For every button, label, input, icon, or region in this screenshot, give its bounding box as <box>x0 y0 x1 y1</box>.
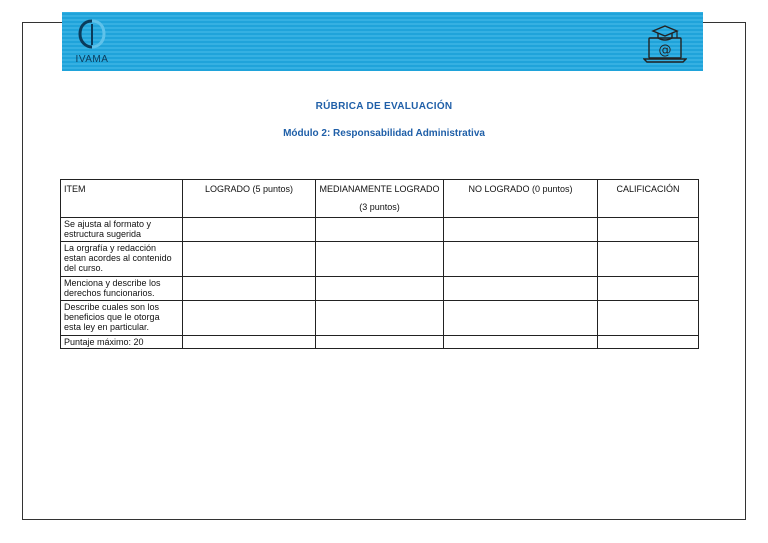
row-item: Puntaje máximo: 20 <box>61 336 183 349</box>
graduation-laptop-icon <box>643 24 687 69</box>
cell-no-logrado <box>444 242 598 277</box>
table-row <box>61 242 699 277</box>
cell-no-logrado <box>444 301 598 336</box>
cell-logrado <box>183 218 316 242</box>
logo-mark-icon <box>76 18 108 52</box>
cell-medianamente <box>316 301 444 336</box>
table-header-row <box>61 180 699 218</box>
cell-no-logrado <box>444 277 598 301</box>
header-medianamente: MEDIANAMENTE LOGRADO (3 puntos) <box>316 180 444 218</box>
table-row <box>61 336 699 349</box>
row-item: Se ajusta al formato y estructura sugerida <box>61 218 183 242</box>
cell-calificacion <box>598 301 699 336</box>
cell-medianamente <box>316 218 444 242</box>
cell-medianamente <box>316 242 444 277</box>
row-item: Menciona y describe los derechos funcionarios. <box>61 277 183 301</box>
document-title: RÚBRICA DE EVALUACIÓN <box>315 101 453 112</box>
table-row <box>61 218 699 242</box>
header-item: ITEM <box>61 180 183 218</box>
header-calificacion: CALIFICACIÓN <box>598 180 699 218</box>
cell-logrado <box>183 277 316 301</box>
cell-calificacion <box>598 336 699 349</box>
cell-calificacion <box>598 242 699 277</box>
cell-medianamente <box>316 336 444 349</box>
table-row <box>61 277 699 301</box>
cell-logrado <box>183 242 316 277</box>
rubric-table <box>60 179 699 349</box>
cell-calificacion <box>598 277 699 301</box>
cell-calificacion <box>598 218 699 242</box>
table-row <box>61 301 699 336</box>
logo-text: IVAMA <box>75 54 109 65</box>
header-no-logrado: NO LOGRADO (0 puntos) <box>444 180 598 218</box>
row-item: La orgrafía y redacción estan acordes al contenido del curso. <box>61 242 183 277</box>
header-logrado: LOGRADO (5 puntos) <box>183 180 316 218</box>
row-item: Describe cuales son los beneficios que le otorga esta ley en particular. <box>61 301 183 336</box>
cell-medianamente <box>316 277 444 301</box>
cell-no-logrado <box>444 218 598 242</box>
document-subtitle: Módulo 2: Responsabilidad Administrativa <box>283 128 485 139</box>
cell-logrado <box>183 301 316 336</box>
svg-text:@: @ <box>658 43 672 58</box>
ivama-logo <box>70 18 114 68</box>
header-banner <box>62 12 703 71</box>
cell-logrado <box>183 336 316 349</box>
cell-no-logrado <box>444 336 598 349</box>
